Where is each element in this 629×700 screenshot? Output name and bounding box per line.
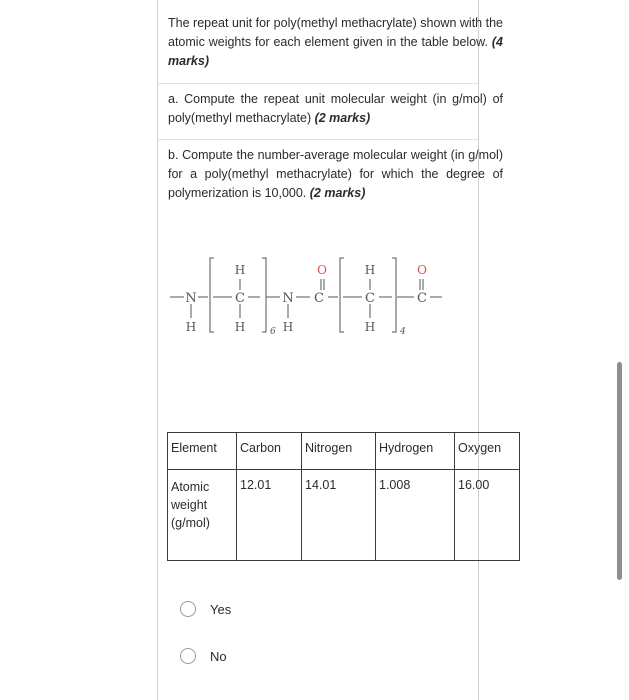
repeat-unit-structure [166,252,456,342]
intro-text: The repeat unit for poly(methyl methacrylate) shown with the atomic weights for each element given in the table below. (4 marks) [168,16,503,68]
table-row-label: Atomic weight (g/mol) [168,470,237,561]
atom-c: C [235,291,245,306]
table-header: Oxygen [455,433,520,470]
radio-button[interactable] [180,601,196,617]
option-yes[interactable] [180,601,231,617]
atom-c: C [417,291,427,306]
atom-o: O [417,263,427,277]
atom-h: H [185,320,197,334]
atom-n: N [282,291,294,306]
atom-h: H [234,263,246,277]
scrollbar[interactable] [617,362,622,580]
atom-n: N [185,291,197,306]
atom-h: H [282,320,294,334]
table-header: Nitrogen [302,433,376,470]
table-header: Hydrogen [376,433,455,470]
atom-h: H [364,263,376,277]
option-label: No [210,648,227,664]
table-cell: 14.01 [302,470,376,561]
left-border [157,0,158,700]
option-label: Yes [210,601,232,617]
table-cell: 16.00 [455,470,520,561]
table-cell: 12.01 [237,470,302,561]
radio-button[interactable] [180,648,196,664]
table-header: Carbon [237,433,302,470]
table-row [168,470,520,561]
atom-h: H [364,320,376,334]
atom-c: C [314,291,324,306]
subscript-6: 6 [270,327,276,337]
atom-o: O [317,263,327,277]
part-b-text: b. Compute the number-average molecular weight (in g/mol) for a poly(methyl methacrylate) for which the degree of polymerization is 10,000. (2 marks) [168,148,503,200]
option-no[interactable] [180,648,227,664]
subscript-4: 4 [400,327,406,337]
divider [158,139,478,140]
divider [158,83,478,84]
table-header: Element [168,433,237,470]
atomic-weights-table [167,432,520,561]
table-cell: 1.008 [376,470,455,561]
table-row [168,433,520,470]
part-a-text: a. Compute the repeat unit molecular weight (in g/mol) of poly(methyl methacrylate) (2 marks) [168,92,503,125]
atom-c: C [365,291,375,306]
atom-h: H [234,320,246,334]
